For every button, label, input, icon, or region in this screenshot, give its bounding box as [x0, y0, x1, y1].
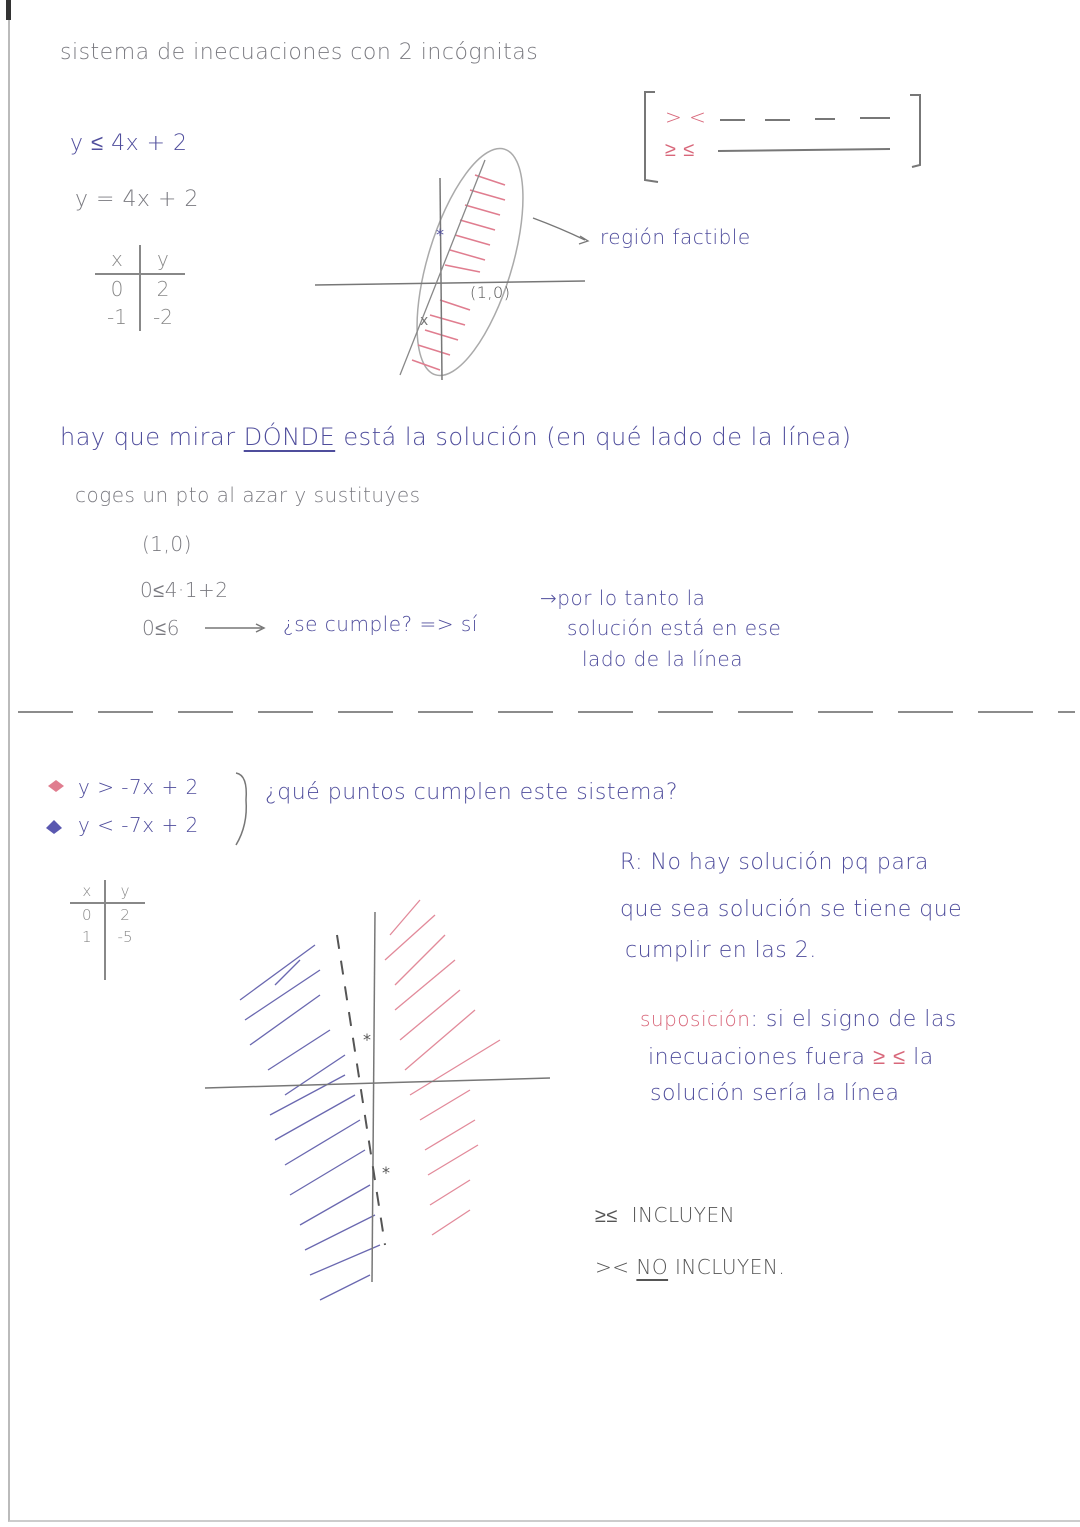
red-hatching	[385, 900, 500, 1235]
table-cell: 0	[95, 274, 140, 303]
table-header-y: y	[140, 245, 185, 274]
table-cell: -1	[95, 303, 140, 331]
inequality-1: y ≤ 4x + 2	[70, 131, 188, 156]
explanation-line-1: hay que mirar DÓNDE está la solución (en qué lado de la línea)	[60, 423, 852, 451]
table-cell: 2	[156, 277, 170, 301]
supposition-label: suposición	[640, 1007, 751, 1031]
emphasis-donde: DÓNDE	[243, 423, 336, 451]
point-marker: *	[382, 1163, 390, 1182]
supposition-line-2: inecuaciones fuera ≥ ≤ la	[648, 1045, 934, 1070]
inequality-red: y > -7x + 2	[78, 775, 199, 799]
test-point: (1,0)	[142, 532, 192, 556]
table-header-x: x	[95, 245, 140, 274]
point-marker: *	[363, 1030, 371, 1049]
table-cell: 1	[70, 926, 105, 948]
legend-strict-symbols: > <	[665, 105, 707, 129]
point-marker: x	[420, 313, 429, 329]
table-cell: -2	[152, 305, 173, 329]
boundary-line-dashed	[337, 935, 385, 1245]
check-question: ¿se cumple? => sí	[283, 612, 478, 636]
y-axis	[372, 912, 375, 1282]
answer-line-2: que sea solución se tiene que	[620, 897, 963, 922]
table-cell: -5	[117, 928, 133, 946]
conclusion-line-3: lado de la línea	[582, 647, 743, 671]
table-header-x: x	[70, 880, 105, 903]
conclusion-line-2: solución está en ese	[567, 616, 782, 640]
explanation-line-2: coges un pto al azar y sustituyes	[75, 483, 421, 507]
point-label-1-0: (1,0)	[470, 283, 511, 302]
substitution-step-1: 0≤4·1+2	[140, 578, 229, 602]
page-title: sistema de inecuaciones con 2 incógnitas	[60, 40, 539, 65]
inequality-blue: y < -7x + 2	[78, 813, 199, 837]
equation-1: y = 4x + 2	[75, 187, 199, 212]
blue-hatching	[240, 945, 380, 1300]
legend-nonstrict-symbols: ≥ ≤	[665, 137, 695, 161]
feasible-region-label: región factible	[600, 225, 751, 249]
conclusion-line-1: →por lo tanto la	[540, 586, 706, 610]
table-cell: 2	[120, 906, 130, 924]
table-cell: 0	[70, 903, 105, 926]
system-question: ¿qué puntos cumplen este sistema?	[265, 780, 679, 805]
substitution-step-2: 0≤6	[142, 616, 180, 640]
answer-line-1: R: No hay solución pq para	[620, 850, 929, 875]
x-axis	[205, 1078, 550, 1088]
answer-line-3: cumplir en las 2.	[625, 938, 817, 963]
table-header-y: y	[105, 880, 145, 903]
supposition-line-3: solución sería la línea	[650, 1081, 900, 1106]
point-marker: *	[436, 225, 444, 244]
supposition-line-1: suposición: si el signo de las	[640, 1007, 957, 1032]
summary-include: ≥≤ INCLUYEN	[595, 1203, 736, 1227]
summary-exclude: >< NO INCLUYEN.	[595, 1255, 786, 1279]
